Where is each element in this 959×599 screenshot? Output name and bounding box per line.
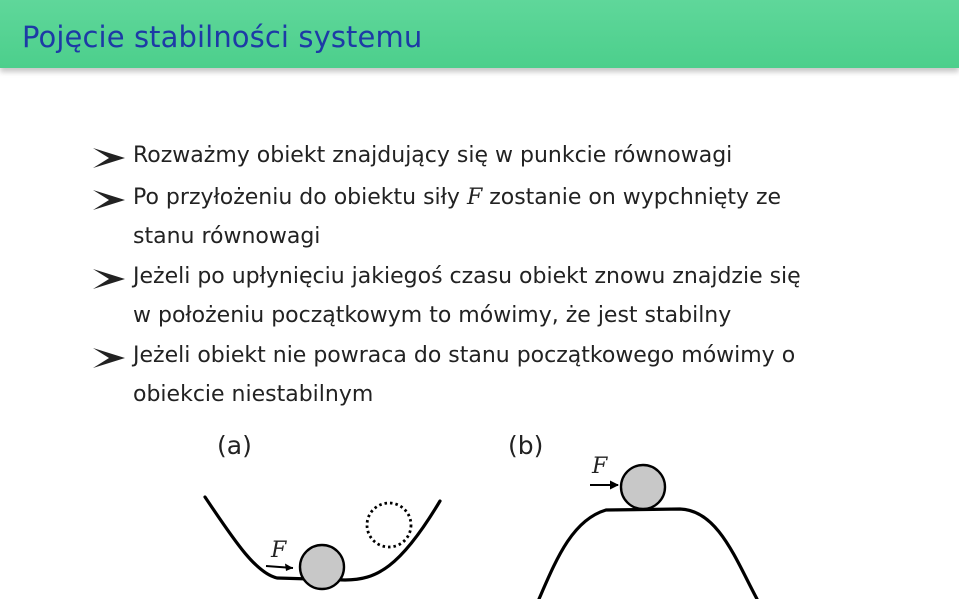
- page-title: Pojęcie stabilności systemu: [22, 20, 423, 54]
- bullet-text-continuation: obiekcie niestabilnym: [133, 382, 374, 407]
- force-label-b: F: [592, 454, 608, 479]
- figure-b-hill: [539, 465, 757, 599]
- bullet-text-continuation: w położeniu początkowym to mówimy, że jest stabilny: [133, 303, 732, 328]
- figure-a-label: (a): [217, 431, 252, 460]
- figure-a-valley: [205, 497, 440, 589]
- ball: [300, 545, 344, 589]
- bullet-text-part: Po przyłożeniu do obiektu siły: [133, 185, 467, 210]
- force-label-a: F: [271, 538, 287, 563]
- ball: [621, 465, 665, 509]
- force-symbol: F: [466, 185, 483, 210]
- bullet-text: Jeżeli obiekt nie powraca do stanu początkowego mówimy o: [133, 343, 796, 368]
- figure-b-label: (b): [508, 431, 544, 460]
- bullet-text-continuation: stanu równowagi: [133, 224, 321, 249]
- bullet-text-part: zostanie on wypchnięty ze: [482, 185, 782, 210]
- bullet-text: Jeżeli po upłynięciu jakiegoś czasu obiekt znowu znajdzie się: [133, 264, 801, 289]
- ball-displaced: [367, 503, 411, 547]
- bullet-text: Rozważmy obiekt znajdujący się w punkcie równowagi: [133, 143, 733, 168]
